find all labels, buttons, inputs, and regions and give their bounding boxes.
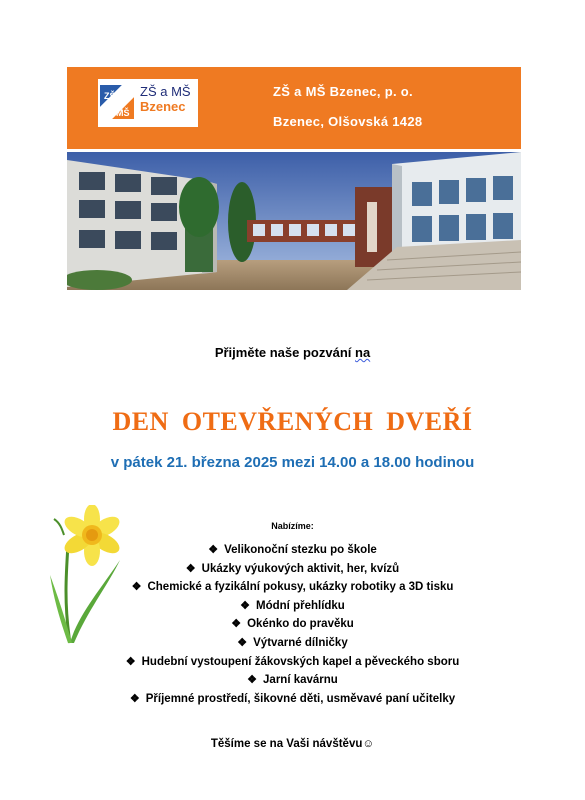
bullet-icon: ❖ — [237, 636, 248, 649]
offers-label: Nabízíme: — [271, 521, 314, 531]
smiley-icon: ☺ — [362, 738, 375, 750]
bullet-icon: ❖ — [129, 692, 140, 705]
list-item: ❖ Ukázky výukových aktivit, her, kvízů — [185, 562, 400, 575]
event-headline: DEN OTEVŘENÝCH DVEŘÍ — [112, 407, 473, 436]
logo-mark-icon — [98, 83, 136, 121]
org-address: Bzenec, Olšovská 1428 — [273, 114, 423, 129]
bullet-icon: ❖ — [231, 618, 242, 631]
daffodil-icon — [48, 505, 128, 645]
list-item: ❖ Příjemné prostředí, šikovné děti, usměvavé paní učitelky — [129, 692, 456, 705]
closing-line — [0, 738, 585, 750]
logo-line-2: Bzenec — [140, 99, 186, 114]
bullet-icon: ❖ — [240, 599, 251, 612]
school-building-photo — [67, 152, 521, 290]
org-name: ZŠ a MŠ Bzenec, p. o. — [273, 84, 413, 99]
logo-mark-text-2: MŠ — [116, 108, 130, 118]
list-item: ❖ Okénko do pravěku — [231, 618, 354, 631]
list-item: ❖ Hudební vystoupení žákovských kapel a pěveckého sboru — [125, 655, 460, 668]
bullet-icon: ❖ — [208, 544, 219, 556]
bullet-icon: ❖ — [131, 581, 142, 594]
logo-text — [140, 84, 191, 114]
header-banner — [67, 67, 521, 149]
invitation-spellcheck-word: na — [355, 345, 371, 360]
bullet-icon: ❖ — [185, 562, 196, 575]
list-item: ❖ Výtvarné dílničky — [237, 636, 348, 649]
closing-text: Těšíme se na Vaši návštěvu — [210, 738, 363, 750]
list-item: ❖ Jarní kavárnu — [247, 674, 338, 687]
list-item: ❖ Velikonoční stezku po škole — [208, 544, 377, 556]
invitation-text: Přijměte naše pozvání — [214, 345, 355, 360]
school-logo — [98, 79, 198, 127]
logo-line-1: ZŠ a MŠ — [140, 84, 191, 99]
invitation-line — [0, 345, 585, 360]
bullet-icon: ❖ — [247, 674, 258, 687]
list-item: ❖ Chemické a fyzikální pokusy, ukázky robotiky a 3D tisku — [131, 581, 454, 594]
event-date-time: v pátek 21. března 2025 mezi 14.00 a 18.00 hodinou — [110, 454, 475, 471]
bullet-icon: ❖ — [125, 655, 136, 668]
logo-mark-text-1: ZŠ — [104, 91, 116, 101]
list-item: ❖ Módní přehlídku — [240, 599, 345, 612]
